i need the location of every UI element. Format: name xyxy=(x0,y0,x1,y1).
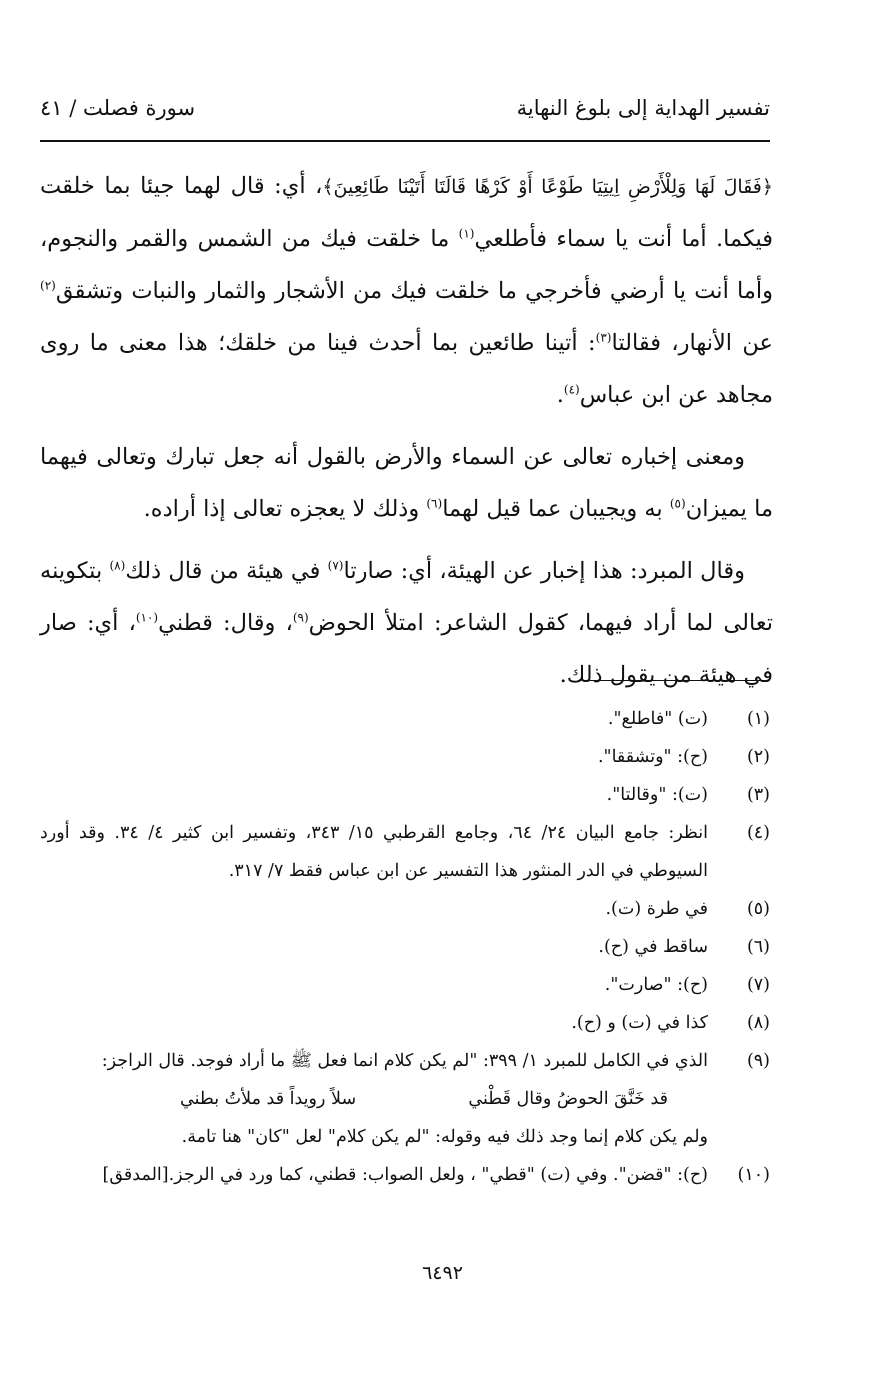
footnote-text: كذا في (ت) و (ح). xyxy=(571,1013,708,1033)
footnote xyxy=(40,1004,770,1042)
footnote-number: (٣) xyxy=(746,785,770,805)
p1-text-b: ما خلقت فيك من الشمس والقمر والنجوم، وأما أنت يا أرضي فأخرجي ما خلقت فيك من الأشجار والثمار والنبات وتشقق xyxy=(40,226,773,304)
footnote-text: (ح): "قضن". وفي (ت) "قطي" ، ولعل الصواب: قطني، كما ورد في الرجز.[المدقق] xyxy=(102,1165,708,1185)
p3-text-e: ، أي: صار في هيئة من يقول ذلك. xyxy=(40,610,773,688)
footnote-number: (٤) xyxy=(746,823,770,843)
main-text xyxy=(40,160,773,711)
p1-text-a: ، أي: قال لهما جيئا بما خلقت فيكما. أما أنت يا سماء فأطلعي xyxy=(40,173,773,252)
footnote-number: (٧) xyxy=(746,975,770,995)
footnote xyxy=(40,776,770,814)
p1-text-e: . xyxy=(556,382,564,408)
footnote-number: (٨) xyxy=(746,1013,770,1033)
quran-verse: ﴿فَقَالَ لَهَا وَلِلْأَرْضِ اِيتِيَا طَوْعًا أَوْ كَرْهًا قَالَتَا أَتَيْنَا طَائِعِينَ﴾ xyxy=(322,176,773,198)
footnote-ref-3: (٣) xyxy=(595,330,612,345)
footnote-number: (٦) xyxy=(746,937,770,957)
footnote-text: (ت) "فاطلع". xyxy=(607,709,708,729)
footnote-number: (٢) xyxy=(746,747,770,767)
footnote-number: (١) xyxy=(746,709,770,729)
footnote xyxy=(40,1042,770,1156)
verse-hemistich-2: سلاً رويداً قد ملأتُ بطني xyxy=(180,1089,357,1109)
footnote-text: (ح): "وتشققا". xyxy=(597,747,708,767)
footnote-number: (٥) xyxy=(746,899,770,919)
footnote-text: الذي في الكامل للمبرد ١/ ٣٩٩: "لم يكن كلام انما فعل ﷺ ما أراد فوجد. قال الراجز: xyxy=(101,1051,708,1071)
paragraph-3 xyxy=(40,545,773,701)
footnote xyxy=(40,1156,770,1194)
poetry-verse xyxy=(40,1080,708,1118)
footnote xyxy=(40,700,770,738)
p3-text-a: وقال المبرد: هذا إخبار عن الهيئة، أي: صارتا xyxy=(343,558,745,584)
footnote-ref-6: (٦) xyxy=(426,496,443,511)
surah-reference: سورة فصلت / ٤١ xyxy=(40,96,196,120)
footnote xyxy=(40,966,770,1004)
book-title: تفسير الهداية إلى بلوغ النهاية xyxy=(516,96,770,120)
paragraph-1 xyxy=(40,160,773,421)
p2-text-b: به ويجيبان عما قيل لهما xyxy=(442,496,670,522)
footnotes xyxy=(40,700,770,1194)
footnote xyxy=(40,738,770,776)
footnote-separator xyxy=(588,680,766,681)
footnote-ref-1: (١) xyxy=(458,226,475,241)
footnote-text: ساقط في (ح). xyxy=(598,937,708,957)
footnote-ref-9: (٩) xyxy=(292,610,309,625)
p3-text-d: ، وقال: قطني xyxy=(158,610,293,636)
running-header xyxy=(40,96,770,136)
footnote-ref-5: (٥) xyxy=(669,496,686,511)
footnote-text: (ح): "صارت". xyxy=(604,975,708,995)
footnote-text: انظر: جامع البيان ٢٤/ ٦٤، وجامع القرطبي ١٥/ ٣٤٣، وتفسير ابن كثير ٤/ ٣٤. وقد أورد السيوطي في الدر المنثور هذا التفسير عن ابن عباس فقط ٧/ ٣١٧. xyxy=(40,823,708,881)
p2-text-a: ومعنى إخباره تعالى عن السماء والأرض بالقول أنه جعل تبارك وتعالى فيهما ما يميزان xyxy=(40,444,773,522)
footnote xyxy=(40,814,770,890)
footnote-continuation: ولم يكن كلام إنما وجد ذلك فيه وقوله: "لم يكن كلام" لعل "كان" هنا تامة. xyxy=(181,1127,708,1147)
footnote-number: (٩) xyxy=(746,1051,770,1071)
p2-text-c: وذلك لا يعجزه تعالى إذا أراده. xyxy=(143,496,427,522)
footnote-number: (١٠) xyxy=(737,1165,770,1185)
footnote-ref-2: (٢) xyxy=(40,278,56,293)
footnote-ref-10: (١٠) xyxy=(135,610,159,625)
header-rule xyxy=(40,140,770,142)
p1-text-c: عن الأنهار، فقالتا xyxy=(611,330,773,356)
footnote xyxy=(40,890,770,928)
footnote-ref-4: (٤) xyxy=(563,382,580,397)
p3-text-b: في هيئة من قال ذلك xyxy=(125,558,328,584)
p1-text-d: : أتينا طائعين بما أحدث فينا من خلقك؛ هذا معنى ما روى مجاهد عن ابن عباس xyxy=(40,330,773,408)
paragraph-2 xyxy=(40,431,773,535)
p3-text-c: بتكوينه تعالى لما أراد فيهما، كقول الشاعر: امتلأ الحوض xyxy=(40,558,773,636)
footnote-ref-8: (٨) xyxy=(109,558,126,573)
footnote xyxy=(40,928,770,966)
verse-hemistich-1: قد خَنَّقَ الحوضُ وقال قَطْني xyxy=(468,1089,668,1109)
footnote-text: (ت): "وقالتا". xyxy=(606,785,708,805)
footnote-ref-7: (٧) xyxy=(327,558,344,573)
page-number: ٦٤٩٢ xyxy=(422,1262,463,1284)
footnote-text: في طرة (ت). xyxy=(605,899,708,919)
